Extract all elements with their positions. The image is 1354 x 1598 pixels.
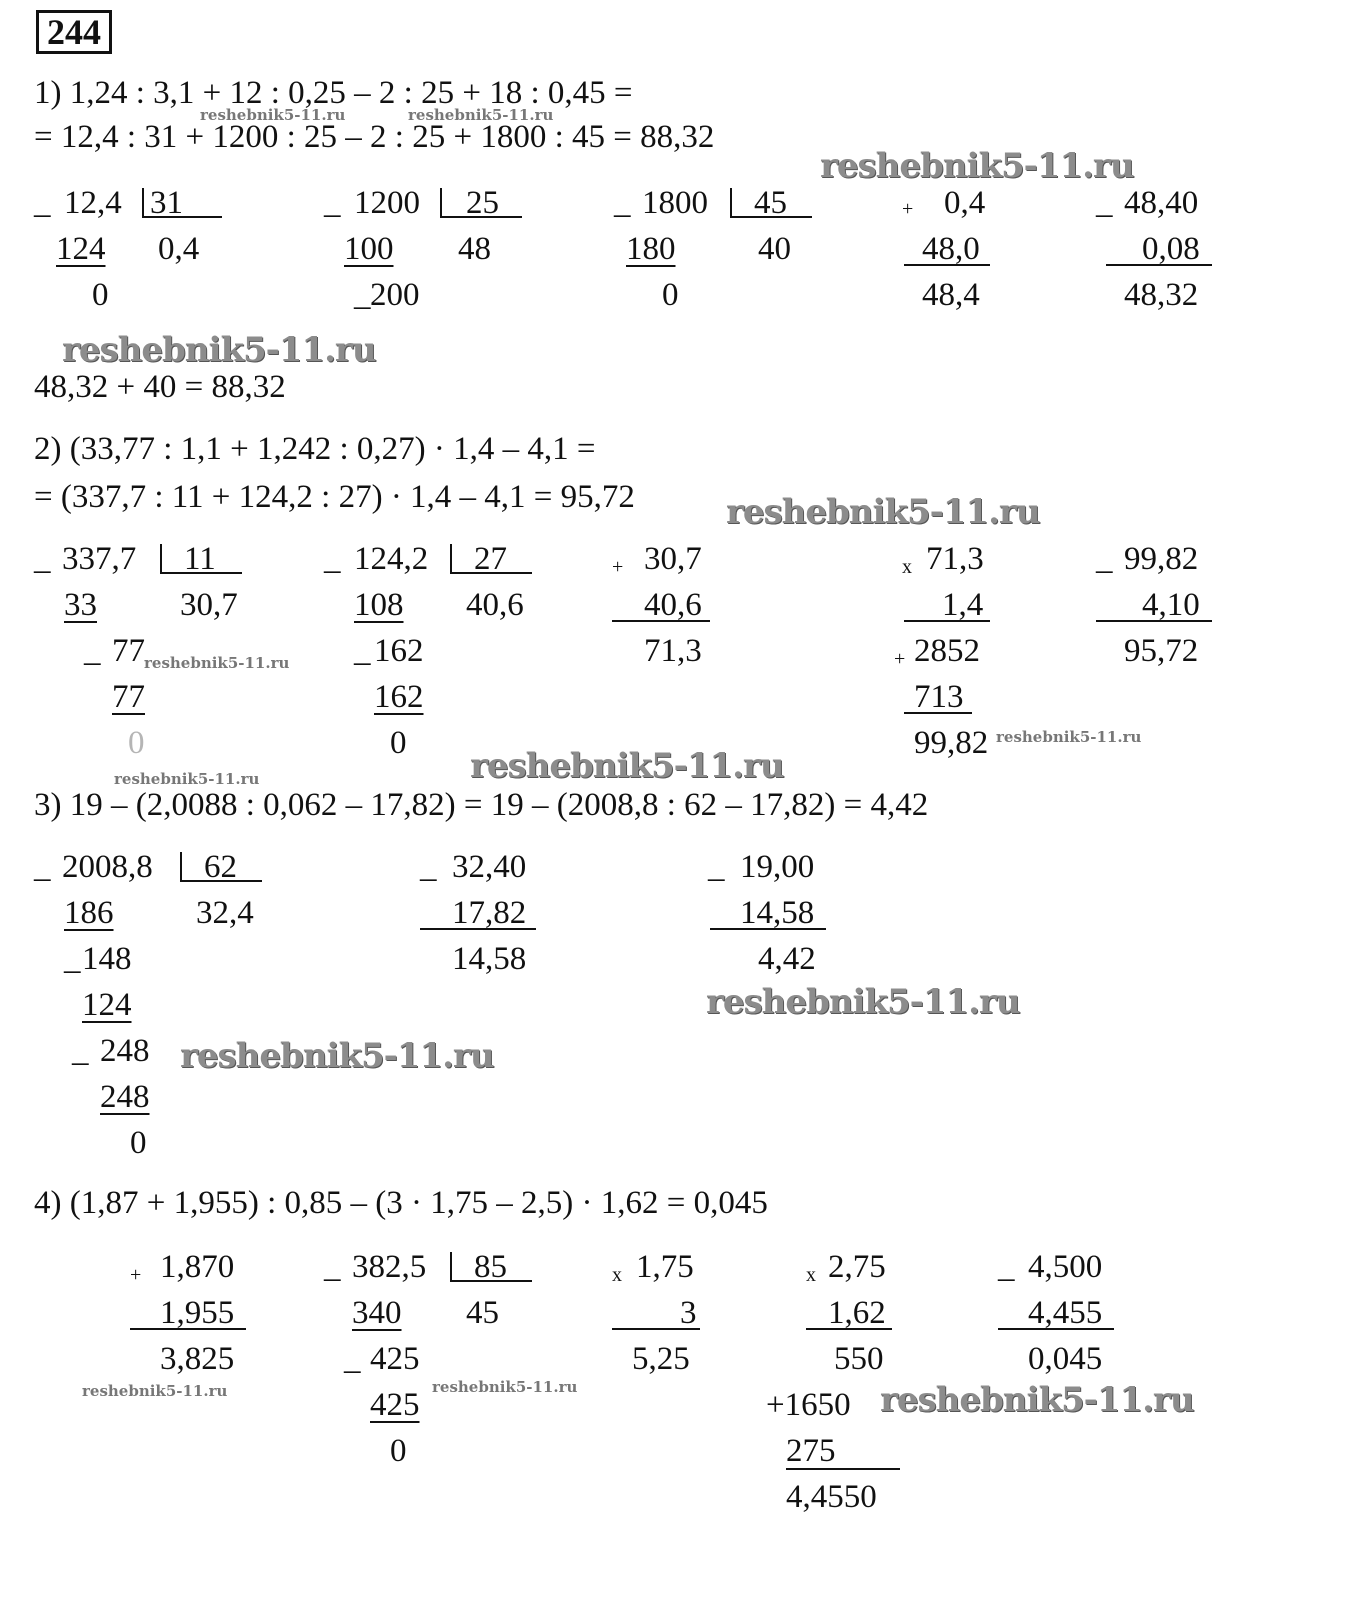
- product-line: [904, 620, 990, 622]
- subtrahend-1: 186: [64, 895, 114, 931]
- factor-1: 1,75: [636, 1249, 694, 1285]
- quotient: 32,4: [196, 895, 254, 931]
- remainder-1: 425: [370, 1341, 420, 1377]
- difference-line: [420, 928, 536, 930]
- sum-line: [612, 620, 710, 622]
- minus-sign: _: [420, 849, 437, 885]
- watermark: reshebnik5-11.ru: [180, 1036, 494, 1076]
- times-sign: x: [806, 1264, 816, 1286]
- task-number: 244: [36, 10, 112, 54]
- factor-2: 1,62: [828, 1295, 886, 1331]
- plus-sign: +: [902, 198, 914, 220]
- quotient: 45: [466, 1295, 499, 1331]
- factor-2: 1,4: [942, 587, 984, 623]
- watermark: reshebnik5-11.ru: [820, 146, 1134, 186]
- subtrahend: 4,10: [1142, 587, 1200, 623]
- product: 5,25: [632, 1341, 690, 1377]
- quotient: 30,7: [180, 587, 238, 623]
- watermark: reshebnik5-11.ru: [470, 746, 784, 786]
- partial-product-2: +1650: [766, 1387, 851, 1423]
- minuend: 99,82: [1124, 541, 1199, 577]
- subtrahend: 180: [626, 231, 676, 267]
- subtrahend-2: 124: [82, 987, 132, 1023]
- watermark: reshebnik5-11.ru: [114, 770, 260, 788]
- quotient: 40: [758, 231, 791, 267]
- division-bar: [142, 188, 144, 218]
- divisor-underline: [180, 880, 262, 882]
- partial-product-3: 275: [786, 1433, 836, 1469]
- quotient: 48: [458, 231, 491, 267]
- remainder: 0: [662, 277, 679, 313]
- minus-sign: _: [34, 849, 51, 885]
- divisor: 45: [754, 185, 787, 221]
- minus-sign: _: [72, 1033, 89, 1069]
- divisor: 11: [184, 541, 216, 577]
- partial-product-1: 2852: [914, 633, 980, 669]
- minuend: 4,500: [1028, 1249, 1103, 1285]
- addend-1: 1,870: [160, 1249, 235, 1285]
- subtrahend-2: 77: [112, 679, 145, 715]
- remainder: 0: [130, 1125, 147, 1161]
- subtrahend-1: 340: [352, 1295, 402, 1331]
- partial-product-1: 550: [834, 1341, 884, 1377]
- division-bar: [440, 188, 442, 218]
- divisor: 31: [150, 185, 183, 221]
- part3-expression: 3) 19 – (2,0088 : 0,062 – 17,82) = 19 – (2008,8 : 62 – 17,82) = 4,42: [34, 787, 929, 823]
- plus-sign: +: [130, 1264, 142, 1286]
- minus-sign: _: [324, 1249, 341, 1285]
- divisor: 62: [204, 849, 237, 885]
- watermark: reshebnik5-11.ru: [726, 492, 1040, 532]
- minus-sign: _: [34, 185, 51, 221]
- remainder-2: 248: [100, 1033, 150, 1069]
- division-bar: [160, 544, 162, 574]
- times-sign: x: [902, 556, 912, 578]
- divisor-underline: [730, 216, 812, 218]
- minuend: 19,00: [740, 849, 815, 885]
- minus-sign: _: [324, 185, 341, 221]
- factor-1: 2,75: [828, 1249, 886, 1285]
- division-bar: [450, 1252, 452, 1282]
- product: 4,4550: [786, 1479, 877, 1515]
- remainder: 0: [390, 1433, 407, 1469]
- subtrahend-1: 108: [354, 587, 404, 623]
- minus-sign: _: [354, 277, 371, 313]
- subtrahend: 124: [56, 231, 106, 267]
- addend-1: 30,7: [644, 541, 702, 577]
- watermark: reshebnik5-11.ru: [144, 654, 290, 672]
- sum-line: [130, 1328, 246, 1330]
- remainder: 0: [390, 725, 407, 761]
- divisor-underline: [450, 572, 532, 574]
- division-bar: [450, 544, 452, 574]
- minus-sign: _: [344, 1341, 361, 1377]
- divisor-underline: [142, 216, 222, 218]
- sum-line: [904, 264, 990, 266]
- remainder-1: 162: [374, 633, 424, 669]
- product-line: [806, 1328, 892, 1330]
- minus-sign: _: [354, 633, 371, 669]
- subtrahend: 100: [344, 231, 394, 267]
- subtrahend: 0,08: [1142, 231, 1200, 267]
- divisor: 85: [474, 1249, 507, 1285]
- subtrahend-3: 248: [100, 1079, 150, 1115]
- remainder: 200: [370, 277, 420, 313]
- partial-product-2: 713: [914, 679, 964, 715]
- watermark: reshebnik5-11.ru: [996, 728, 1142, 746]
- minuend: 48,40: [1124, 185, 1199, 221]
- dividend: 337,7: [62, 541, 137, 577]
- difference-line: [998, 1328, 1114, 1330]
- subtrahend-2: 162: [374, 679, 424, 715]
- addend-2: 1,955: [160, 1295, 235, 1331]
- minus-sign: _: [1096, 541, 1113, 577]
- watermark: reshebnik5-11.ru: [82, 1382, 228, 1400]
- watermark: reshebnik5-11.ru: [200, 106, 346, 124]
- product-line: [904, 712, 972, 714]
- dividend: 124,2: [354, 541, 429, 577]
- minus-sign: _: [324, 541, 341, 577]
- division-bar: [730, 188, 732, 218]
- plus-sign: +: [612, 556, 624, 578]
- minus-sign: _: [1096, 185, 1113, 221]
- dividend: 1800: [642, 185, 708, 221]
- dividend: 1200: [354, 185, 420, 221]
- divisor-underline: [440, 216, 522, 218]
- difference: 48,32: [1124, 277, 1199, 313]
- product-line: [612, 1328, 700, 1330]
- quotient: 40,6: [466, 587, 524, 623]
- factor-1: 71,3: [926, 541, 984, 577]
- factor-2: 3: [680, 1295, 697, 1331]
- watermark: reshebnik5-11.ru: [880, 1380, 1194, 1420]
- part1-expression-rewritten: = 12,4 : 31 + 1200 : 25 – 2 : 25 + 1800 : 45 = 88,32: [34, 119, 715, 155]
- dividend: 12,4: [64, 185, 122, 221]
- times-sign: x: [612, 1264, 622, 1286]
- remainder: 0: [92, 277, 109, 313]
- quotient: 0,4: [158, 231, 200, 267]
- product-line: [786, 1468, 900, 1470]
- part4-expression: 4) (1,87 + 1,955) : 0,85 – (3 · 1,75 – 2,5) · 1,62 = 0,045: [34, 1185, 768, 1221]
- sum: 3,825: [160, 1341, 235, 1377]
- sum: 71,3: [644, 633, 702, 669]
- watermark: reshebnik5-11.ru: [408, 106, 554, 124]
- dividend: 382,5: [352, 1249, 427, 1285]
- dividend: 2008,8: [62, 849, 153, 885]
- addend-1: 0,4: [944, 185, 986, 221]
- remainder-1: 77: [112, 633, 145, 669]
- remainder: 0: [128, 725, 145, 761]
- minus-sign: _: [34, 541, 51, 577]
- minus-sign: _: [64, 941, 81, 977]
- sum: 48,4: [922, 277, 980, 313]
- part1-expression: 1) 1,24 : 3,1 + 12 : 0,25 – 2 : 25 + 18 : 0,45 =: [34, 75, 633, 111]
- divisor-underline: [450, 1280, 532, 1282]
- subtrahend-2: 425: [370, 1387, 420, 1423]
- watermark: reshebnik5-11.ru: [62, 330, 376, 370]
- part1-final-sum: 48,32 + 40 = 88,32: [34, 369, 286, 405]
- addend-2: 48,0: [922, 231, 980, 267]
- difference: 95,72: [1124, 633, 1199, 669]
- difference: 14,58: [452, 941, 527, 977]
- remainder-1: 148: [82, 941, 132, 977]
- subtrahend: 4,455: [1028, 1295, 1103, 1331]
- product: 99,82: [914, 725, 989, 761]
- divisor: 27: [474, 541, 507, 577]
- part2-expression: 2) (33,77 : 1,1 + 1,242 : 0,27) · 1,4 – 4,1 =: [34, 431, 596, 467]
- difference-line: [1106, 264, 1212, 266]
- subtrahend-1: 33: [64, 587, 97, 623]
- watermark: reshebnik5-11.ru: [432, 1378, 578, 1396]
- subtrahend: 17,82: [452, 895, 527, 931]
- minus-sign: _: [998, 1249, 1015, 1285]
- difference-line: [1096, 620, 1212, 622]
- watermark: reshebnik5-11.ru: [706, 982, 1020, 1022]
- divisor: 25: [466, 185, 499, 221]
- difference-line: [710, 928, 826, 930]
- plus-sign: +: [894, 648, 906, 670]
- part2-expression-rewritten: = (337,7 : 11 + 124,2 : 27) · 1,4 – 4,1 = 95,72: [34, 479, 635, 515]
- difference: 4,42: [758, 941, 816, 977]
- minus-sign: _: [614, 185, 631, 221]
- addend-2: 40,6: [644, 587, 702, 623]
- divisor-underline: [160, 572, 242, 574]
- minuend: 32,40: [452, 849, 527, 885]
- minus-sign: _: [84, 633, 101, 669]
- division-bar: [180, 852, 182, 882]
- subtrahend: 14,58: [740, 895, 815, 931]
- difference: 0,045: [1028, 1341, 1103, 1377]
- minus-sign: _: [708, 849, 725, 885]
